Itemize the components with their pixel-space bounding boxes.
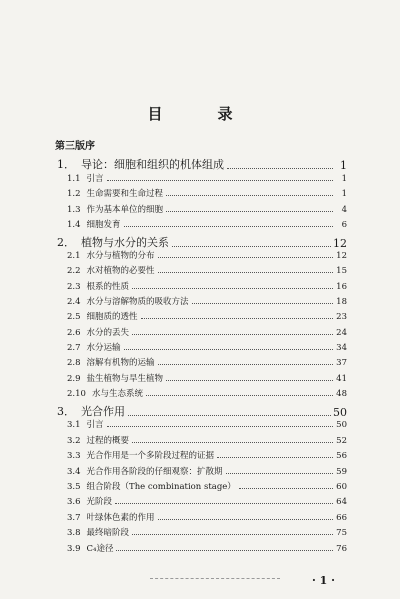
page-number: · 1 ·	[312, 574, 335, 587]
toc-entry-title: 引言	[86, 174, 104, 184]
toc-entry-title: 光合作用是一个多阶段过程的证据	[86, 451, 215, 461]
toc-entry-title: 细胞发育	[86, 220, 121, 230]
toc-section-entry[interactable]	[67, 480, 347, 492]
toc-entry-title: 生命需要和生命过程	[86, 189, 164, 199]
toc-entry-number: 2.7	[67, 343, 81, 353]
toc-entry-page: 56	[336, 451, 347, 461]
toc-entry-page: 12	[333, 237, 347, 250]
toc-entry-title: 根系的性质	[86, 282, 130, 292]
toc-entry-title: 光合作用	[81, 405, 125, 418]
toc-entry-page: 6	[341, 220, 347, 230]
toc-entry-page: 34	[336, 343, 347, 353]
toc-section-entry[interactable]	[67, 203, 347, 215]
dot-leader	[226, 473, 333, 474]
toc-entry-title: 光合作用各阶段的仔细观察：扩散期	[86, 467, 223, 477]
toc-section-entry[interactable]	[67, 449, 347, 461]
toc-section-entry[interactable]	[67, 218, 347, 230]
toc-section-entry[interactable]	[67, 341, 347, 353]
toc-entry-number: 2.9	[67, 374, 81, 384]
toc-entry-title: 水分运输	[86, 343, 121, 353]
toc-entry-page: 50	[333, 406, 347, 419]
toc-section-entry[interactable]	[67, 372, 347, 384]
toc-entry-title: 水分的丢失	[86, 328, 130, 338]
toc-section-entry[interactable]	[67, 465, 347, 477]
toc-entry-title: 组合阶段（The combination stage）	[86, 482, 236, 492]
toc-entry-title: 水分与植物的分布	[86, 251, 155, 261]
dot-leader	[239, 488, 333, 489]
dot-leader	[192, 303, 333, 304]
dot-leader	[132, 288, 333, 289]
toc-entry-number: 2．	[57, 236, 75, 249]
toc-entry-number: 2.10	[67, 389, 86, 399]
dot-leader	[158, 519, 333, 520]
toc-entry-number: 2.2	[67, 266, 81, 276]
toc-entry-title: 最终暗阶段	[86, 528, 130, 538]
toc-entry-title: 导论：细胞和组织的机体组成	[81, 158, 224, 171]
toc-entry-number: 2.8	[67, 358, 81, 368]
dot-leader	[107, 426, 333, 427]
dot-leader	[158, 272, 333, 273]
dot-leader	[217, 457, 333, 458]
toc-entry-number: 2.5	[67, 312, 81, 322]
toc-entry-page: 18	[336, 297, 347, 307]
toc-entry-page: 60	[336, 482, 347, 492]
toc-entry-page: 50	[336, 420, 347, 430]
dot-leader	[116, 550, 333, 551]
toc-entry-number: 3.2	[67, 436, 81, 446]
toc-entry-title: 过程的概要	[86, 436, 130, 446]
toc-entry-page: 4	[341, 205, 347, 215]
toc-entry-title: 引言	[86, 420, 104, 430]
toc-entry-number: 3.1	[67, 420, 81, 430]
toc-entry-number: 2.6	[67, 328, 81, 338]
toc-entry-title: 水对植物的必要性	[86, 266, 155, 276]
toc-section-entry[interactable]	[67, 249, 347, 261]
toc-entry-page: 64	[336, 497, 347, 507]
toc-entry-page: 48	[336, 389, 347, 399]
toc-entry-page: 66	[336, 513, 347, 523]
toc-entry-page: 1	[341, 174, 347, 184]
toc-section-entry[interactable]	[67, 264, 347, 276]
toc-chapter-entry[interactable]	[57, 234, 347, 250]
toc-entry-number: 3.3	[67, 451, 81, 461]
toc-section-entry[interactable]	[67, 434, 347, 446]
toc-entry-number: 2.1	[67, 251, 81, 261]
toc-entry-title: 水分与溶解物质的吸收方法	[86, 297, 189, 307]
toc-entry-page: 41	[336, 374, 347, 384]
toc-section-entry[interactable]	[67, 310, 347, 322]
dot-leader	[172, 246, 331, 247]
dot-leader	[107, 180, 333, 181]
toc-section-entry[interactable]	[67, 356, 347, 368]
toc-entry-number: 3.5	[67, 482, 81, 492]
toc-section-entry[interactable]	[67, 387, 347, 399]
toc-section-entry[interactable]	[67, 326, 347, 338]
toc-entry-page: 75	[336, 528, 347, 538]
toc-entry-title: 植物与水分的关系	[81, 236, 169, 249]
toc-entry-title: C₄途径	[86, 544, 114, 554]
toc-entry-title: 溶解有机物的运输	[86, 358, 155, 368]
toc-entry-title: 细胞质的透性	[86, 312, 138, 322]
dot-leader	[166, 211, 333, 212]
toc-chapter-entry[interactable]	[57, 156, 347, 172]
page-title: 目 录	[147, 105, 253, 123]
toc-entry-number: 3．	[57, 405, 75, 418]
toc-entry-number: 3.9	[67, 544, 81, 554]
dot-leader	[158, 257, 333, 258]
toc-section-entry[interactable]	[67, 418, 347, 430]
toc-entry-page: 16	[336, 282, 347, 292]
dot-leader	[132, 442, 333, 443]
toc-entry-title: 叶绿体色素的作用	[86, 513, 155, 523]
toc-entry-number: 1.4	[67, 220, 81, 230]
toc-entry-number: 3.6	[67, 497, 81, 507]
toc-entry-number: 1.2	[67, 189, 81, 199]
dot-leader	[128, 415, 331, 416]
toc-entry-page: 37	[336, 358, 347, 368]
toc-section-entry[interactable]	[67, 495, 347, 507]
toc-section-entry[interactable]	[67, 511, 347, 523]
toc-section-entry[interactable]	[67, 280, 347, 292]
toc-section-entry[interactable]	[67, 526, 347, 538]
toc-entry-page: 12	[336, 251, 347, 261]
dot-leader	[166, 380, 333, 381]
toc-entry-page: 15	[336, 266, 347, 276]
dot-leader	[158, 364, 333, 365]
dot-leader	[166, 195, 333, 196]
dot-leader	[132, 534, 333, 535]
dot-leader	[227, 168, 333, 169]
toc-entry-number: 2.4	[67, 297, 81, 307]
toc-entry-number: 1.1	[67, 174, 81, 184]
toc-entry-number: 1.3	[67, 205, 81, 215]
dot-leader	[141, 318, 333, 319]
toc-section-entry[interactable]	[67, 172, 347, 184]
toc-entry-page: 1	[341, 189, 347, 199]
dot-leader	[146, 395, 333, 396]
toc-chapter-entry[interactable]	[57, 403, 347, 419]
toc-entry-number: 3.7	[67, 513, 81, 523]
toc-entry-title: 作为基本单位的细胞	[86, 205, 164, 215]
toc-entry-page: 76	[336, 544, 347, 554]
toc-entry-number: 2.3	[67, 282, 81, 292]
toc-section-entry[interactable]	[67, 187, 347, 199]
toc-section-entry[interactable]	[67, 295, 347, 307]
toc-entry-number: 1．	[57, 158, 75, 171]
toc-entry-page: 59	[336, 467, 347, 477]
toc-entry-number: 3.4	[67, 467, 81, 477]
dot-leader	[124, 349, 333, 350]
preface-label: 第三版序	[55, 141, 95, 152]
toc-entry-title: 盐生植物与旱生植物	[86, 374, 164, 384]
dot-leader	[132, 334, 333, 335]
bottom-divider	[150, 578, 280, 579]
toc-entry-title: 光阶段	[86, 497, 113, 507]
toc-entry-page: 1	[340, 159, 347, 172]
toc-entry-number: 3.8	[67, 528, 81, 538]
toc-entry-title: 水与生态系统	[91, 389, 143, 399]
toc-entry-page: 24	[336, 328, 347, 338]
toc-section-entry[interactable]	[67, 542, 347, 554]
toc-entry-page: 23	[336, 312, 347, 322]
dot-leader	[124, 226, 333, 227]
dot-leader	[115, 503, 333, 504]
toc-entry-page: 52	[336, 436, 347, 446]
